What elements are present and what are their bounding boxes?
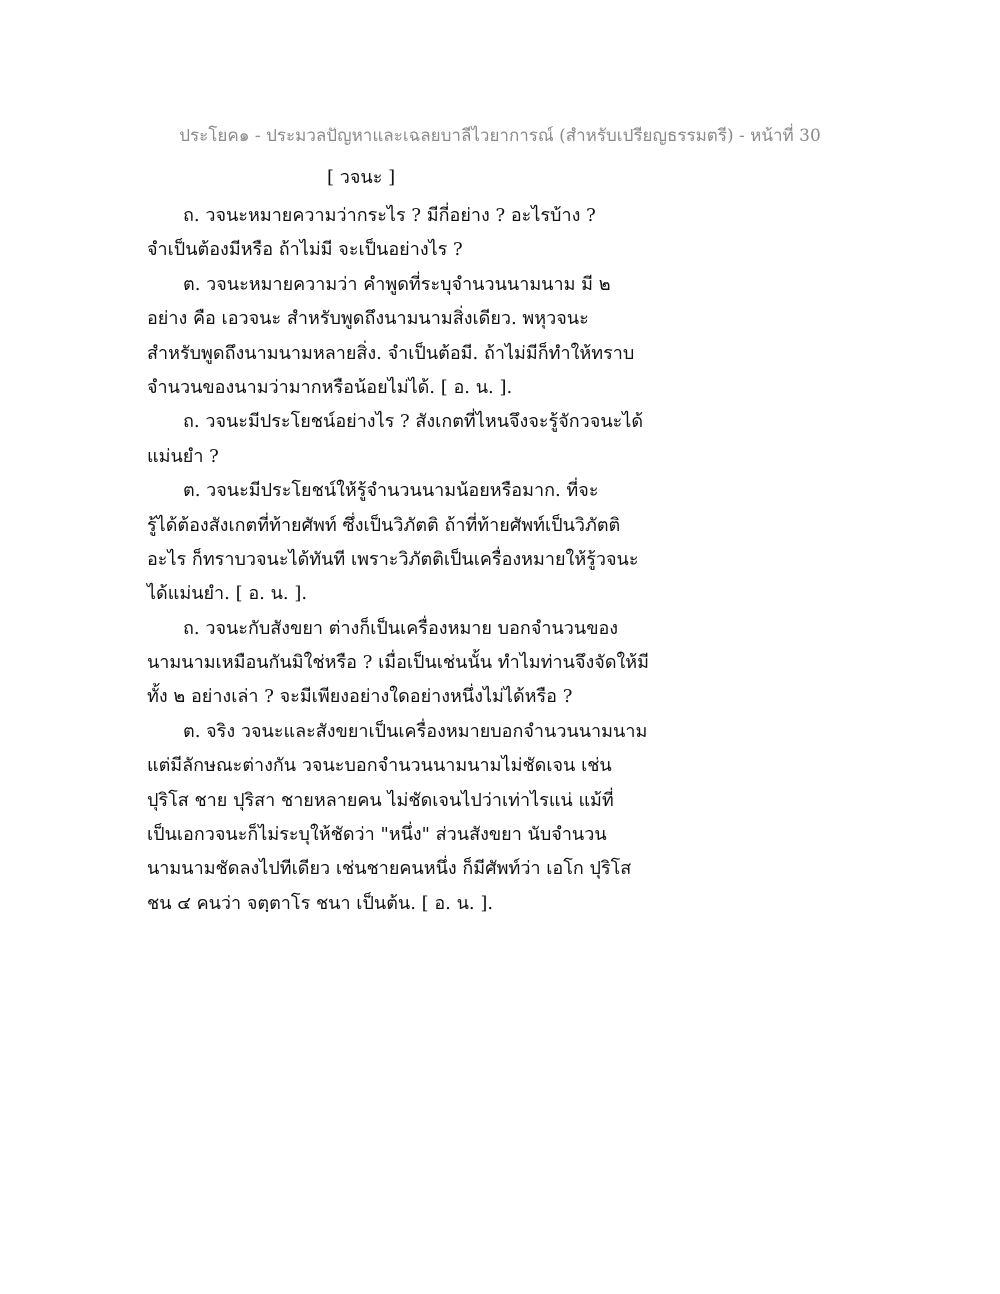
qa-body bbox=[147, 199, 687, 921]
question-line: แม่นยำ ? bbox=[147, 445, 219, 467]
answer-line: ต. วจนะหมายความว่า คำพูดที่ระบุจำนวนนามนาม มี ๒ bbox=[183, 273, 611, 295]
section-title: [ วจนะ ] bbox=[327, 167, 396, 188]
question-line: นามนามเหมือนกันมิใช่หรือ ? เมื่อเป็นเช่นนั้น ทำไมท่านจึงจัดให้มี bbox=[147, 652, 650, 674]
answer-line: นามนามชัดลงไปทีเดียว เช่นชายคนหนึ่ง ก็มีศัพท์ว่า เอโก ปุริโส bbox=[147, 858, 632, 880]
answer-line: จำนวนของนามว่ามากหรือน้อยไม่ได้. [ อ. น. ]. bbox=[147, 376, 513, 398]
question-line: ถ. วจนะมีประโยชน์อย่างไร ? สังเกตที่ไหนจึงจะรู้จักวจนะได้ bbox=[183, 411, 644, 433]
question-line: ถ. วจนะกับสังขยา ต่างก็เป็นเครื่องหมาย บอกจำนวนของ bbox=[183, 617, 619, 639]
running-header: ประโยค๑ - ประมวลปัญหาและเฉลยบาลีไวยาการณ์ (สำหรับเปรียญธรรมตรี) - หน้าที่ 30 bbox=[179, 126, 821, 146]
answer-line: รู้ได้ต้องสังเกตที่ท้ายศัพท์ ซึ่งเป็นวิภัตติ ถ้าที่ท้ายศัพท์เป็นวิภัตติ bbox=[147, 514, 621, 536]
answer-line: ชน ๔ คนว่า จตฺตาโร ชนา เป็นต้น. [ อ. น. ]. bbox=[147, 892, 494, 914]
answer-line: อะไร ก็ทราบวจนะได้ทันที เพราะวิภัตติเป็นเครื่องหมายให้รู้วจนะ bbox=[147, 548, 639, 570]
answer-line: ต. จริง วจนะและสังขยาเป็นเครื่องหมายบอกจำนวนนามนาม bbox=[183, 720, 648, 742]
question-line: ทั้ง ๒ อย่างเล่า ? จะมีเพียงอย่างใดอย่างหนึ่งไม่ได้หรือ ? bbox=[147, 686, 573, 708]
answer-line: ได้แม่นยำ. [ อ. น. ]. bbox=[147, 583, 308, 605]
answer-line: แต่มีลักษณะต่างกัน วจนะบอกจำนวนนามนามไม่ชัดเจน เช่น bbox=[147, 755, 612, 777]
answer-line: อย่าง คือ เอวจนะ สำหรับพูดถึงนามนามสิ่งเดียว. พหุวจนะ bbox=[147, 308, 589, 330]
answer-line: เป็นเอกวจนะก็ไม่ระบุให้ชัดว่า "หนึ่ง" ส่วนสังขยา นับจำนวน bbox=[147, 824, 607, 846]
question-line: จำเป็นต้องมีหรือ ถ้าไม่มี จะเป็นอย่างไร ? bbox=[147, 239, 463, 261]
answer-line: สำหรับพูดถึงนามนามหลายสิ่ง. จำเป็นต้อมี. ถ้าไม่มีก็ทำให้ทราบ bbox=[147, 342, 635, 364]
answer-line: ต. วจนะมีประโยชน์ให้รู้จำนวนนามน้อยหรือมาก. ที่จะ bbox=[183, 480, 599, 502]
question-line: ถ. วจนะหมายความว่ากระไร ? มีกี่อย่าง ? อะไรบ้าง ? bbox=[183, 205, 596, 226]
answer-line: ปุริโส ชาย ปุริสา ชายหลายคน ไม่ชัดเจนไปว่าเท่าไรแน่ แม้ที่ bbox=[147, 789, 614, 811]
